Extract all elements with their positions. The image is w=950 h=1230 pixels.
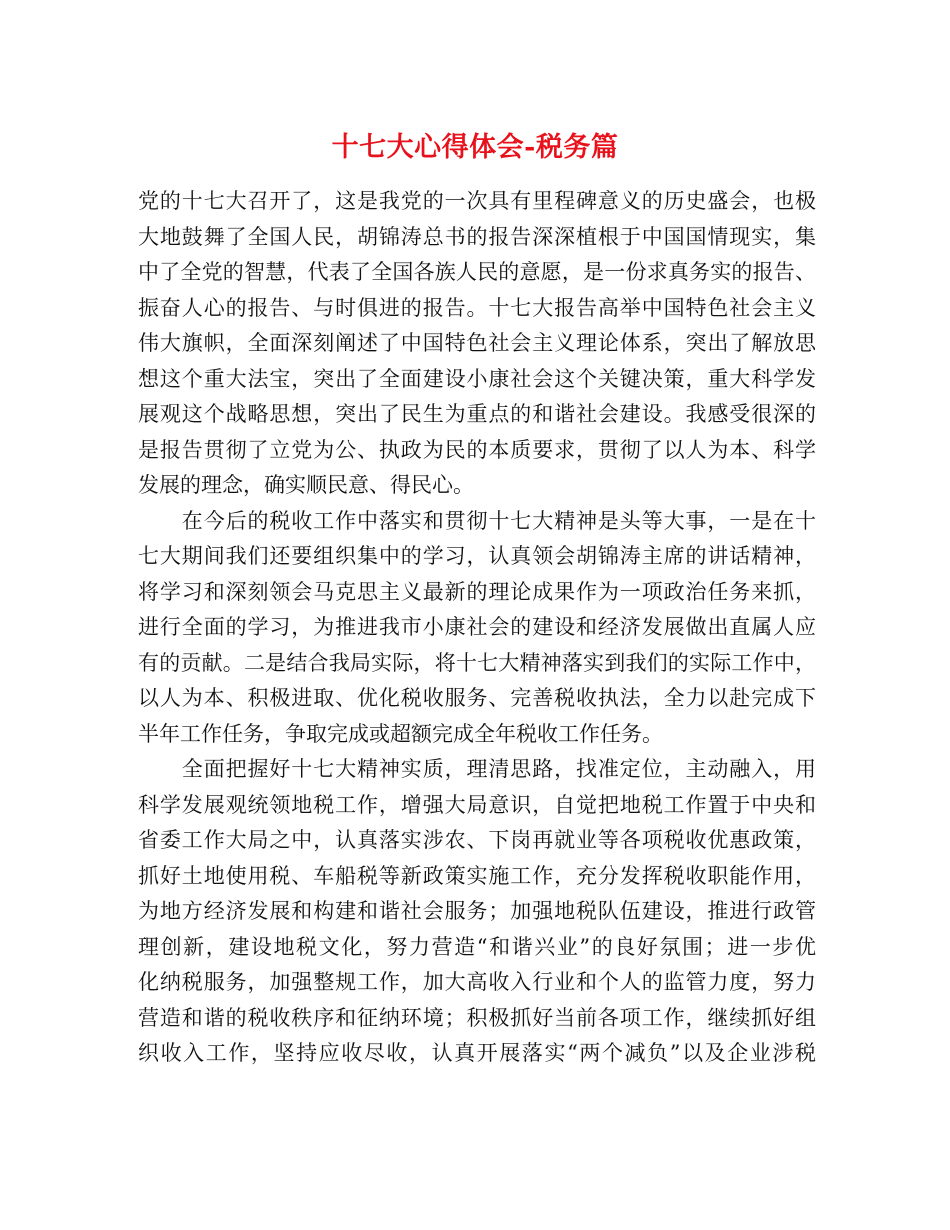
document-body <box>138 184 816 1072</box>
text-line: 伟大旗帜，全面深刻阐述了中国特色社会主义理论体系，突出了解放思 <box>138 331 816 355</box>
text-line: 抓好土地使用税、车船税等新政策实施工作，充分发挥税收职能作用， <box>138 863 816 888</box>
text-line: 发展的理念，确实顺民意、得民心。 <box>138 473 474 497</box>
text-line: 化纳税服务，加强整规工作，加大高收入行业和个人的监管力度，努力 <box>138 970 816 994</box>
text-line: 进行全面的学习，为推进我市小康社会的建设和经济发展做出直属人应 <box>138 615 816 639</box>
text-line: 理创新，建设地税文化，努力营造“和谐兴业”的良好氛围；进一步优 <box>138 934 816 959</box>
document-title: 十七大心得体会-税务篇 <box>331 132 619 163</box>
text-line: 展观这个战略思想，突出了民生为重点的和谐社会建设。我感受很深的 <box>138 402 816 426</box>
text-line: 大地鼓舞了全国人民，胡锦涛总书的报告深深植根于中国国情现实，集 <box>138 224 816 249</box>
text-line: 想这个重大法宝，突出了全面建设小康社会这个关键决策，重大科学发 <box>138 366 816 391</box>
text-line: 半年工作任务，争取完成或超额完成全年税收工作任务。 <box>138 721 663 746</box>
text-line: 将学习和深刻领会马克思主义最新的理论成果作为一项政治任务来抓， <box>138 579 816 604</box>
text-line: 党的十七大召开了，这是我党的一次具有里程碑意义的历史盛会，也极 <box>138 189 816 213</box>
text-line: 是报告贯彻了立党为公、执政为民的本质要求，贯彻了以人为本、科学 <box>138 437 816 462</box>
text-line: 营造和谐的税收秩序和征纳环境；积极抓好当前各项工作，继续抓好组 <box>138 1005 816 1030</box>
text-line: 科学发展观统领地税工作，增强大局意识，自觉把地税工作置于中央和 <box>138 792 816 817</box>
text-line: 振奋人心的报告、与时俱进的报告。十七大报告高举中国特色社会主义 <box>138 295 816 320</box>
paragraph <box>138 184 816 504</box>
paragraph <box>138 752 816 1072</box>
text-line: 省委工作大局之中，认真落实涉农、下岗再就业等各项税收优惠政策， <box>138 828 816 852</box>
text-line: 在今后的税收工作中落实和贯彻十七大精神是头等大事，一是在十 <box>138 508 816 533</box>
text-line: 以人为本、积极进取、优化税收服务、完善税收执法，全力以赴完成下 <box>138 686 816 710</box>
paragraph <box>138 504 816 753</box>
text-line: 全面把握好十七大精神实质，理清思路，找准定位，主动融入，用 <box>138 757 816 781</box>
text-line: 中了全党的智慧，代表了全国各族人民的意愿，是一份求真务实的报告、 <box>138 260 816 284</box>
text-line: 织收入工作，坚持应收尽收，认真开展落实“两个减负”以及企业涉税 <box>138 1041 816 1065</box>
text-line: 为地方经济发展和构建和谐社会服务；加强地税队伍建设，推进行政管 <box>138 899 816 923</box>
text-line: 有的贡献。二是结合我局实际，将十七大精神落实到我们的实际工作中， <box>138 650 816 675</box>
text-line: 七大期间我们还要组织集中的学习，认真领会胡锦涛主席的讲话精神， <box>138 544 816 568</box>
